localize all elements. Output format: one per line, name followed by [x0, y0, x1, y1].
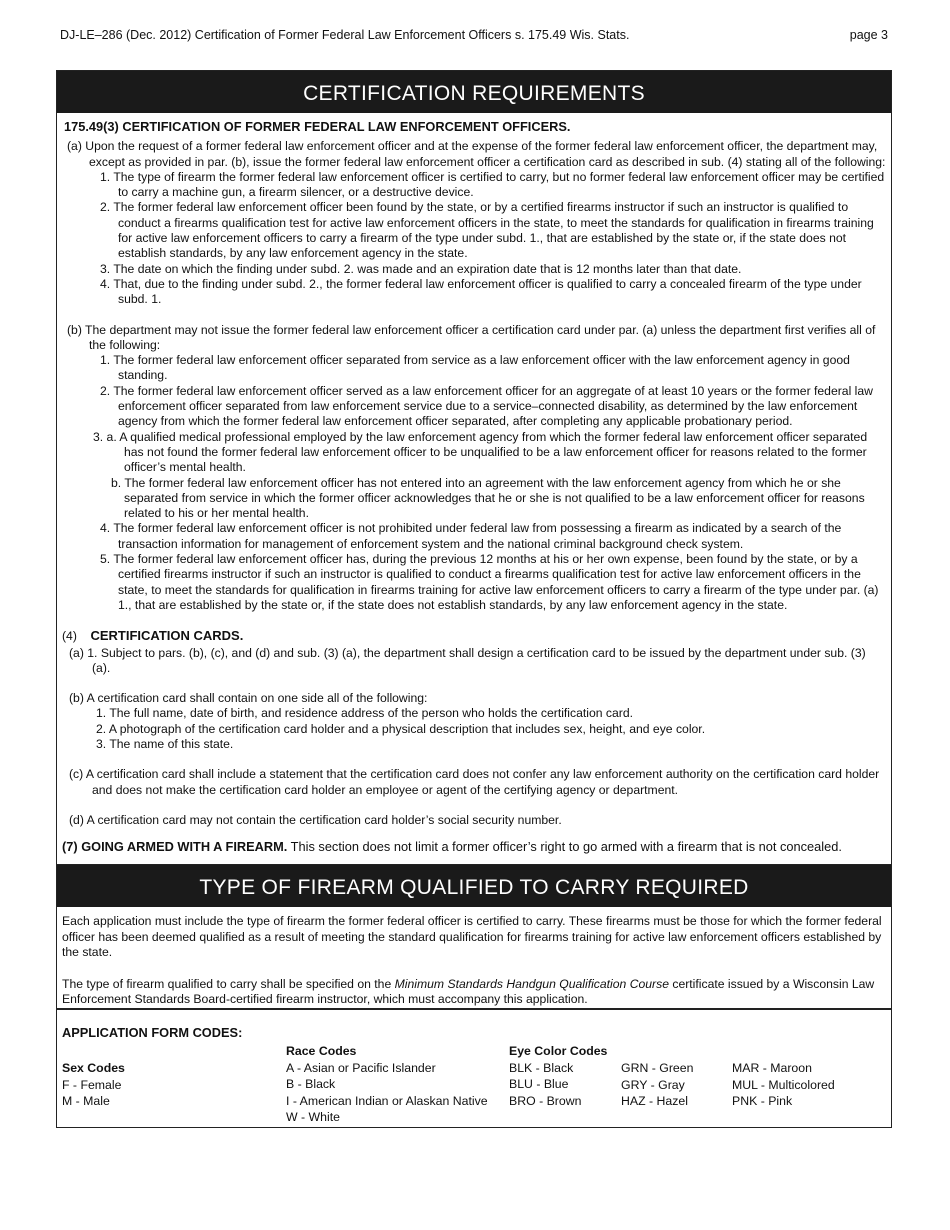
list-item: HAZ - Hazel — [621, 1094, 688, 1109]
cards-paragraph-a: (a) 1. Subject to pars. (b), (c), and (d) and sub. (3) (a), the department shall design a certification card to be issued by the department under sub. (3) (a). — [69, 645, 866, 675]
cards-paragraph-b: (b) A certification card shall contain on one side all of the following: — [69, 691, 428, 706]
eye-codes-heading: Eye Color Codes — [509, 1044, 608, 1058]
firearm-type-banner: TYPE OF FIREARM QUALIFIED TO CARRY REQUIRED — [57, 865, 891, 907]
p2-text-start: The type of firearm qualified to carry shall be specified on the — [62, 976, 395, 991]
sex-codes-column — [62, 1060, 125, 1110]
list-item: PNK - Pink — [732, 1094, 793, 1109]
firearm-type-section — [56, 865, 892, 1010]
eye-codes-column-3 — [732, 1060, 835, 1110]
application-form-codes-section — [56, 1008, 892, 1128]
list-item: B - Black — [286, 1077, 336, 1092]
list-item: A - Asian or Pacific Islander — [286, 1060, 436, 1075]
firearm-type-paragraph-2 — [62, 977, 886, 1008]
list-item: 2. The former federal law enforcement officer served as a law enforcement officer for an aggregate of at least 10 years or the former federal law enforcement officer separated from law enforcement service due to a service–connected disability, as determined by the law enforcement agency from which the former federal law enforcement officer separated, after completing any applicable probationary period. — [100, 383, 873, 429]
p2-text-end: certificate issued by a Wisconsin Law Enforcement Standards Board-certified firearm instructor, which must accompany this application. — [62, 976, 875, 1007]
course-name: Minimum Standards Handgun Qualification Course — [394, 976, 669, 991]
list-item: I - American Indian or Alaskan Native — [286, 1093, 488, 1108]
list-item: 1. The full name, date of birth, and residence address of the person who holds the certification card. — [96, 706, 634, 721]
firearm-type-paragraph-1: Each application must include the type of firearm the former federal officer is certified to carry. These firearms must be those for which the former federal officer has been deemed qualified as a result of meeting the standard qualification for firearms training for active law enforcement officers established by the state. — [62, 914, 882, 960]
page-header — [60, 28, 888, 42]
list-item: 2. The former federal law enforcement officer been found by the state, or by a certified firearms instructor if such an instructor is qualified to conduct a firearms qualification test for active law enforcement officers in the state, to meet the standards for qualification in firearms training for active law enforcement officers to carry a firearm of the type under subd. 1., that are established by the state or, if the state does not establish standards, by any law enforcement agency in the state. — [100, 200, 874, 261]
certification-requirements-section — [56, 70, 892, 865]
list-item: 4. That, due to the finding under subd. 2., the former federal law enforcement officer is qualified to carry a concealed firearm of the type under subd. 1. — [100, 276, 862, 307]
list-item: 3. a. A qualified medical professional employed by the law enforcement agency from which the former federal law enforcement officer separated has not found the former federal law enforcement officer to be unqualified to be a law enforcement officer for reasons related to the former officer’s mental health. — [93, 429, 868, 475]
cards-heading-text: CERTIFICATION CARDS. — [90, 628, 244, 644]
list-item: 1. The former federal law enforcement officer separated from service as a law enforcement officer with the law enforcement agency in good standing. — [100, 353, 850, 383]
list-item: GRY - Gray — [621, 1077, 685, 1092]
going-armed-heading: (7) GOING ARMED WITH A FIREARM. — [62, 839, 288, 855]
paragraph-b: (b) The department may not issue the former federal law enforcement officer a certification card under par. (a) unless the department first verifies all of the following: — [67, 322, 876, 352]
sex-codes-heading: Sex Codes — [62, 1061, 125, 1075]
list-item: F - Female — [62, 1077, 122, 1092]
list-item: 5. The former federal law enforcement officer has, during the previous 12 months at his or her own expense, been found by the state, or by a certified firearms instructor if such an instructor is qualified to conduct a firearms qualification test for active law enforcement officers in the state, to meet the standards for qualification in firearms training for active law enforcement officers to carry a firearm of the type under par. (a) 1., that are established by the state or, if the state does not establish standards, by any law enforcement agency in the state. — [100, 552, 879, 612]
page-number: page 3 — [849, 28, 888, 42]
list-item: 2. A photograph of the certification card holder and a physical description that includes sex, height, and eye color. — [96, 721, 706, 736]
list-item: 3. The date on which the finding under subd. 2. was made and an expiration date that is 12 months later than that date. — [100, 261, 742, 276]
form-id-title: DJ-LE–286 (Dec. 2012) Certification of Former Federal Law Enforcement Officers s. 175.49 Wis. Stats. — [60, 28, 630, 42]
cards-paragraph-d: (d) A certification card may not contain the certification card holder’s social security number. — [69, 812, 562, 827]
going-armed-paragraph — [62, 839, 886, 854]
paragraph-a: (a) Upon the request of a former federal law enforcement officer and at the expense of the former federal law enforcement officer, the department may, except as provided in par. (b), issue the former federal law enforcement officer a certification card as described in sub. (4) stating all of the following: — [67, 139, 886, 169]
list-item: MUL - Multicolored — [732, 1077, 835, 1092]
list-item: 1. The type of firearm the former federal law enforcement officer is certified to carry, but no former federal law enforcement officer may be certified to carry a machine gun, a firearm silencer, or a destructive device. — [100, 169, 885, 200]
list-item: BLK - Black — [509, 1060, 574, 1075]
list-item: BRO - Brown — [509, 1093, 582, 1108]
cards-section-number: (4) — [62, 629, 77, 644]
eye-codes-column-2 — [621, 1060, 693, 1110]
statute-heading: 175.49(3) CERTIFICATION OF FORMER FEDERAL LAW ENFORCEMENT OFFICERS. — [64, 119, 571, 134]
eye-codes-column-1 — [509, 1043, 607, 1109]
list-item: MAR - Maroon — [732, 1061, 812, 1075]
certification-requirements-banner: CERTIFICATION REQUIREMENTS — [57, 71, 891, 113]
list-item: 4. The former federal law enforcement officer is not prohibited under federal law from possessing a firearm as indicated by a search of the transaction information for management of enforcement system and the national criminal background check system. — [100, 521, 842, 551]
list-item: 3. The name of this state. — [96, 736, 234, 751]
going-armed-text: This section does not limit a former officer’s right to go armed with a firearm that is not concealed. — [287, 839, 842, 855]
certification-cards-heading — [62, 628, 886, 644]
list-item: b. The former federal law enforcement officer has not entered into an agreement with the law enforcement agency from which he or she separated from service in which the former officer acknowledges that he or she is not qualified to be a law enforcement officer for reasons related to his or her mental health. — [111, 475, 865, 521]
race-codes-column — [286, 1043, 488, 1126]
list-item: W - White — [286, 1110, 340, 1125]
codes-title: APPLICATION FORM CODES: — [62, 1025, 243, 1040]
list-item: BLU - Blue — [509, 1077, 569, 1092]
list-item: GRN - Green — [621, 1061, 694, 1075]
cards-paragraph-c: (c) A certification card shall include a statement that the certification card does not confer any law enforcement authority on the certification card holder and does not make the certification card holder an employee or agent of the certifying agency or department. — [69, 767, 880, 797]
race-codes-heading: Race Codes — [286, 1044, 357, 1058]
list-item: M - Male — [62, 1094, 110, 1109]
